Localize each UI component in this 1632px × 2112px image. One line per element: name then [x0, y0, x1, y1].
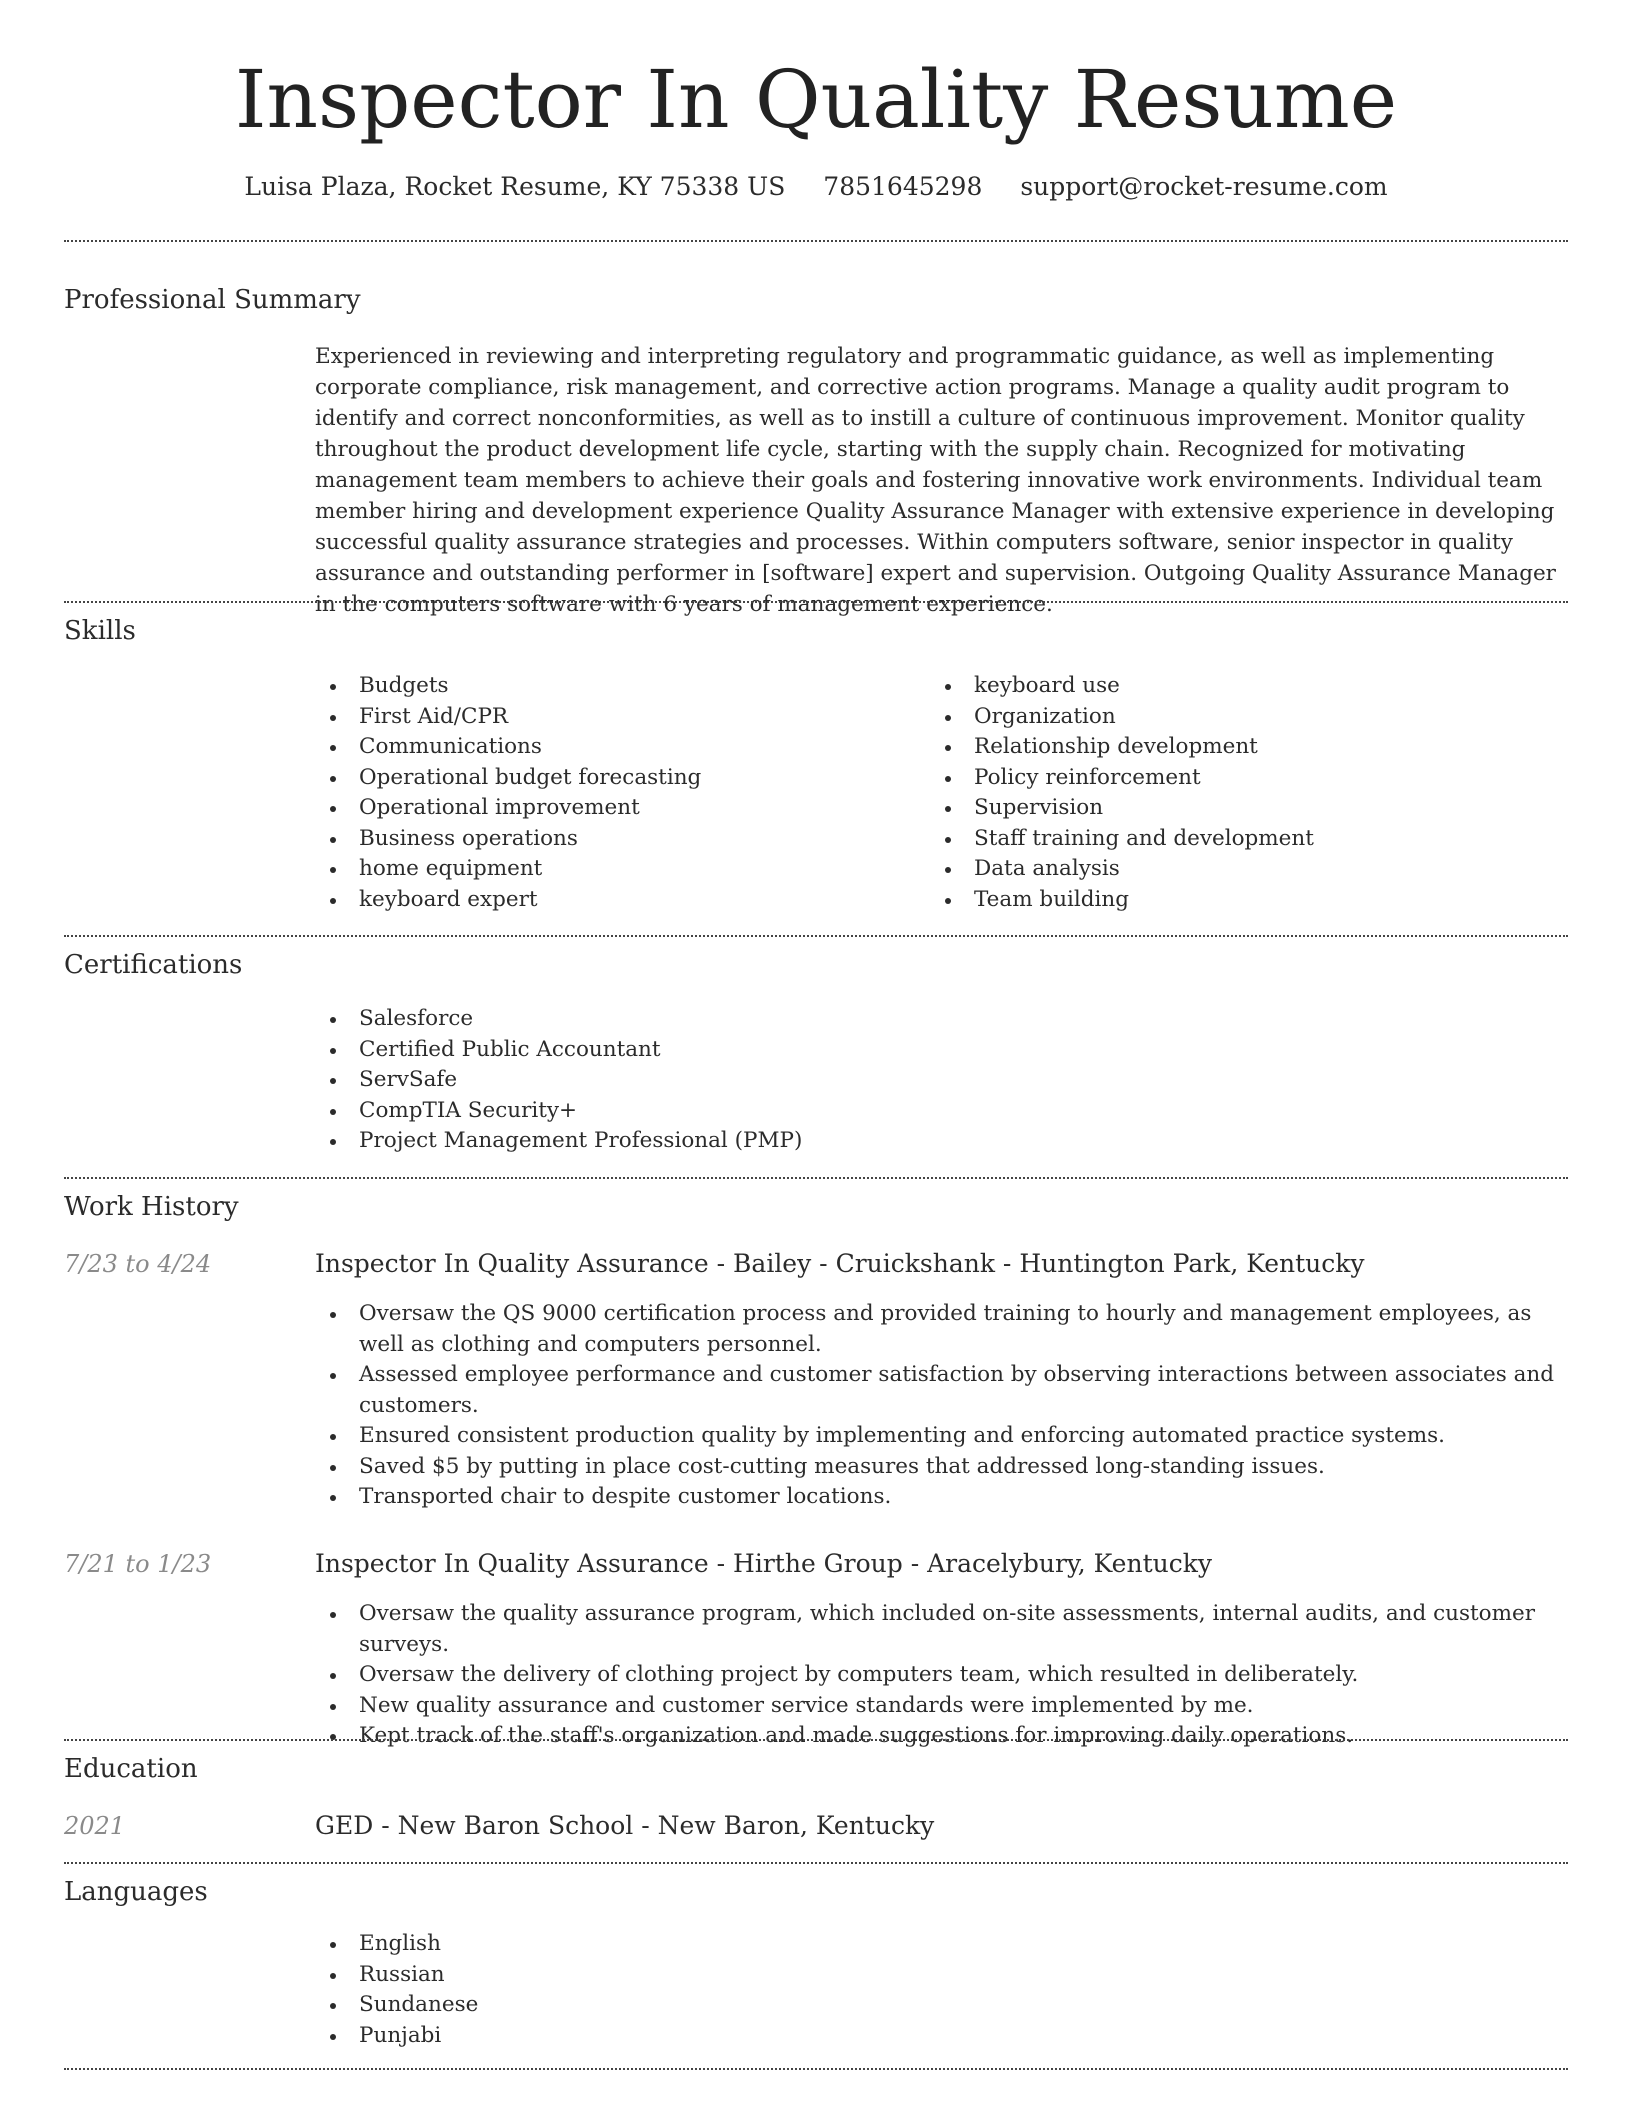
contact-phone: 7851645298 [823, 172, 983, 201]
list-item: Russian [315, 1960, 1515, 1991]
list-item: Operational improvement [315, 793, 915, 824]
job-dates: 7/21 to 1/23 [64, 1550, 212, 1578]
job-bullets [315, 1599, 1570, 1752]
summary-text: Experienced in reviewing and interpreting regulatory and programmatic guidance, as well as implementing corporate compliance, risk management, and corrective action programs. Manage a quality audit program to identify and correct nonconformities, as well as to instill a culture of continuous improvement. Monitor quality throughout the product development life cycle, starting with the supply chain. Recognized for motivating management team members to achieve their goals and fostering innovative work environments. Individual team member hiring and development experience Quality Assurance Manager with extensive experience in developing successful quality assurance strategies and processes. Within computers software, senior inspector in quality assurance and outstanding performer in [software] expert and supervision. Outgoing Quality Assurance Manager in the computers software with 6 years of management experience. [315, 344, 1556, 617]
list-item: keyboard expert [315, 885, 915, 916]
job-dates: 7/23 to 4/24 [64, 1250, 212, 1278]
languages-list [315, 1929, 1515, 2051]
list-item: Business operations [315, 824, 915, 855]
section-heading-summary: Professional Summary [64, 285, 361, 315]
contact-line [0, 170, 1632, 204]
list-item: Team building [930, 885, 1530, 916]
divider [64, 2068, 1568, 2070]
list-item: Supervision [930, 793, 1530, 824]
list-item: Oversaw the delivery of clothing project by computers team, which resulted in deliberately. [315, 1660, 1570, 1691]
divider [64, 1862, 1568, 1864]
list-item: Project Management Professional (PMP) [315, 1126, 1515, 1157]
list-item: Ensured consistent production quality by implementing and enforcing automated practice systems. [315, 1421, 1570, 1452]
list-item: CompTIA Security+ [315, 1096, 1515, 1127]
list-item: First Aid/CPR [315, 702, 915, 733]
job-title: Inspector In Quality Assurance - Hirthe Group - Aracelybury, Kentucky [315, 1549, 1212, 1578]
divider [64, 601, 1568, 603]
list-item: ServSafe [315, 1065, 1515, 1096]
list-item: Data analysis [930, 854, 1530, 885]
list-item: Kept track of the staff's organization and made suggestions for improving daily operations. [315, 1721, 1570, 1752]
list-item: home equipment [315, 854, 915, 885]
list-item: English [315, 1929, 1515, 1960]
list-item: Communications [315, 732, 915, 763]
list-item: Saved $5 by putting in place cost-cutting measures that addressed long-standing issues. [315, 1452, 1570, 1483]
list-item: Policy reinforcement [930, 763, 1530, 794]
section-heading-education: Education [64, 1754, 198, 1784]
list-item: Punjabi [315, 2021, 1515, 2052]
divider [64, 1739, 1568, 1741]
certifications-list [315, 1004, 1515, 1157]
skills-list-left [315, 671, 915, 915]
list-item: keyboard use [930, 671, 1530, 702]
divider [64, 240, 1568, 242]
list-item: Organization [930, 702, 1530, 733]
contact-address: Luisa Plaza, Rocket Resume, KY 75338 US [244, 172, 786, 201]
education-entry: GED - New Baron School - New Baron, Kentucky [315, 1811, 935, 1840]
list-item: Operational budget forecasting [315, 763, 915, 794]
list-item: Certified Public Accountant [315, 1035, 1515, 1066]
section-heading-work-history: Work History [64, 1192, 239, 1222]
resume-title: Inspector In Quality Resume [234, 53, 1398, 146]
contact-email: support@rocket-resume.com [1020, 172, 1388, 201]
list-item: Sundanese [315, 1990, 1515, 2021]
skills-list-right [930, 671, 1530, 915]
education-year: 2021 [64, 1812, 126, 1840]
list-item: Assessed employee performance and customer satisfaction by observing interactions between associates and customers. [315, 1360, 1570, 1421]
section-heading-skills: Skills [64, 616, 136, 646]
divider [64, 1177, 1568, 1179]
list-item: Transported chair to despite customer locations. [315, 1482, 1570, 1513]
list-item: Relationship development [930, 732, 1530, 763]
list-item: Oversaw the quality assurance program, which included on-site assessments, internal audits, and customer surveys. [315, 1599, 1570, 1660]
list-item: New quality assurance and customer service standards were implemented by me. [315, 1691, 1570, 1722]
list-item: Budgets [315, 671, 915, 702]
list-item: Oversaw the QS 9000 certification process and provided training to hourly and management employees, as well as clothing and computers personnel. [315, 1299, 1570, 1360]
job-bullets [315, 1299, 1570, 1513]
list-item: Staff training and development [930, 824, 1530, 855]
job-title: Inspector In Quality Assurance - Bailey - Cruickshank - Huntington Park, Kentucky [315, 1249, 1365, 1278]
section-heading-languages: Languages [64, 1877, 208, 1907]
section-heading-certifications: Certifications [64, 950, 243, 980]
list-item: Salesforce [315, 1004, 1515, 1035]
divider [64, 935, 1568, 937]
